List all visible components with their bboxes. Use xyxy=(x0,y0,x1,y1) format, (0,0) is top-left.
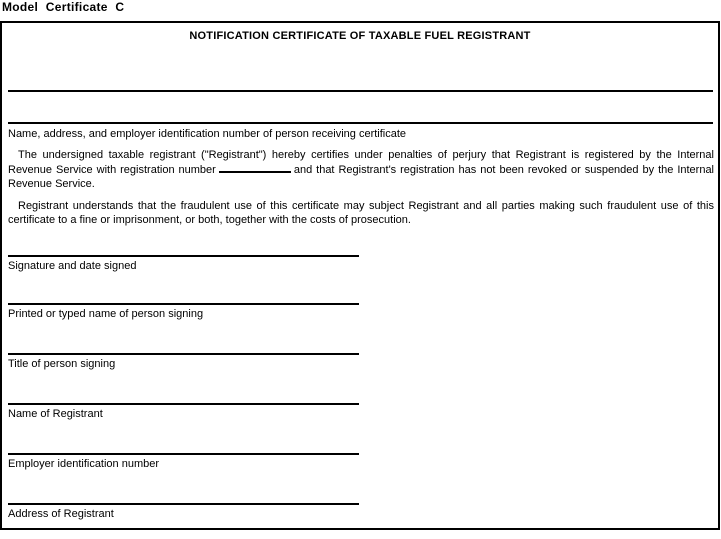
printed-name-field-label: Printed or typed name of person signing xyxy=(8,308,204,320)
ein-field xyxy=(8,453,359,470)
document-heading: Model Certificate C xyxy=(2,0,125,14)
registrant-address-field-label: Address of Registrant xyxy=(8,508,114,520)
certificate-title: NOTIFICATION CERTIFICATE OF TAXABLE FUEL REGISTRANT xyxy=(189,30,531,42)
recipient-write-in-line-1 xyxy=(8,90,713,92)
ein-field-label: Employer identification number xyxy=(8,458,160,470)
registrant-name-field-label: Name of Registrant xyxy=(8,408,103,420)
registration-number-blank xyxy=(219,162,291,173)
certificate-box xyxy=(0,21,720,530)
title-field-label: Title of person signing xyxy=(8,358,116,370)
printed-name-field xyxy=(8,303,359,320)
registrant-address-field xyxy=(8,503,359,520)
recipient-caption: Name, address, and employer identification number of person receiving certificate xyxy=(8,128,407,140)
registrant-name-field xyxy=(8,403,359,420)
title-field xyxy=(8,353,359,370)
certification-paragraph xyxy=(8,148,714,191)
recipient-write-in-line-2 xyxy=(8,122,713,124)
signature-field-label: Signature and date signed xyxy=(8,260,137,272)
certification-paragraph-before-blank: The undersigned taxable registrant ("Registrant") hereby certifies under penalties of perjury that Registrant is registered by the Internal Revenue Service with registration number xyxy=(8,149,714,176)
fraud-warning-paragraph: Registrant understands that the fraudulent use of this certificate may subject Registrant and all parties making such fraudulent use of this certificate to a fine or imprisonment, or both, together with the costs of prosecution. xyxy=(8,200,714,226)
certification-paragraph-after-blank: and that Registrant's registration has not been revoked or suspended by the Internal Revenue Service. xyxy=(8,164,715,190)
signature-field xyxy=(8,255,359,272)
